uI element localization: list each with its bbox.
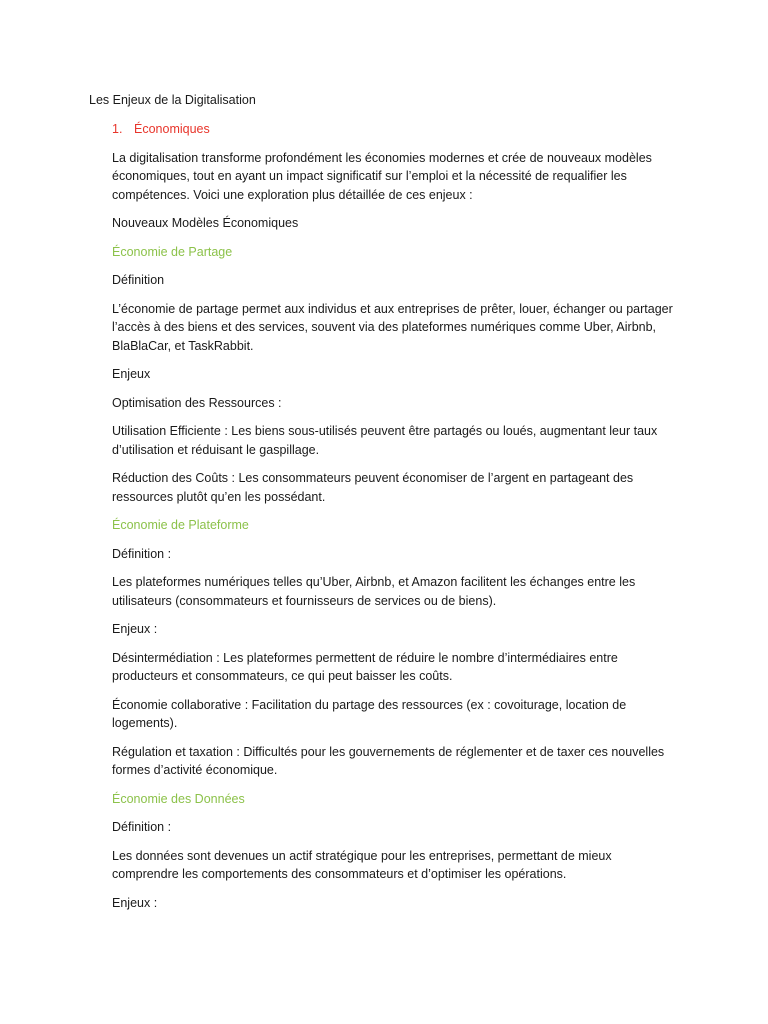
plateforme-definition-label: Définition : bbox=[112, 546, 172, 561]
donnees-definition-label: Définition : bbox=[112, 820, 172, 834]
partage-definition-label: Définition bbox=[112, 273, 165, 287]
plateforme-collaborative-paragraph: Économie collaborative : Facilitation du partage des ressources (ex : covoiturage, location de logements). bbox=[112, 697, 627, 730]
subheading-economie-plateforme: Économie de Plateforme bbox=[112, 518, 249, 532]
section-number: 1. bbox=[112, 122, 123, 136]
plateforme-definition-text: Les plateformes numériques telles qu’Uber, Airbnb, et Amazon facilitent les échanges entre les utilisateurs (consommateurs et fournisseurs de services ou de biens). bbox=[112, 575, 636, 608]
plateforme-desintermediation-paragraph: Désintermédiation : Les plateformes permettent de réduire le nombre d’intermédiaires entre producteurs et consommateurs, ce qui peut baisser les coûts. bbox=[112, 650, 618, 683]
document-body bbox=[112, 120, 678, 922]
donnees-definition-text: Les données sont devenues un actif stratégique pour les entreprises, permettant de mieux comprendre les comportements des consommateurs et d’optimiser les opérations. bbox=[112, 848, 612, 881]
donnees-enjeux-label: Enjeux : bbox=[112, 895, 158, 910]
section-heading-economiques bbox=[112, 120, 678, 139]
nouveaux-modeles-label: Nouveaux Modèles Économiques bbox=[112, 216, 299, 230]
document-title: Les Enjeux de la Digitalisation bbox=[89, 93, 256, 107]
subheading-economie-partage: Économie de Partage bbox=[112, 244, 233, 259]
partage-enjeux-label: Enjeux bbox=[112, 367, 151, 381]
plateforme-enjeux-label: Enjeux : bbox=[112, 622, 158, 636]
subheading-economie-donnees: Économie des Données bbox=[112, 791, 245, 806]
section-label: Économiques bbox=[134, 122, 210, 136]
partage-utilisation-paragraph: Utilisation Efficiente : Les biens sous-utilisés peuvent être partagés ou loués, augmentant leur taux d’utilisation et réduisant le gaspillage. bbox=[112, 424, 658, 457]
plateforme-regulation-paragraph: Régulation et taxation : Difficultés pour les gouvernements de réglementer et de taxer ces nouvelles formes d’activité économique. bbox=[112, 744, 665, 777]
partage-reduction-paragraph: Réduction des Coûts : Les consommateurs peuvent économiser de l’argent en partageant des ressources plutôt qu’en les possédant. bbox=[112, 471, 634, 504]
intro-paragraph: La digitalisation transforme profondément les économies modernes et crée de nouveaux modèles économiques, tout en ayant un impact significatif sur l’emploi et la nécessité de requalifier les compétences. Voici une exploration plus détaillée de ces enjeux : bbox=[112, 150, 652, 202]
partage-optimisation-label: Optimisation des Ressources : bbox=[112, 395, 282, 410]
partage-definition-text: L’économie de partage permet aux individus et aux entreprises de prêter, louer, échanger ou partager l’accès à des biens et des services, souvent via des plateformes numériques comme Uber, Airbnb, BlaBlaCar, et TaskRabbit. bbox=[112, 301, 673, 353]
